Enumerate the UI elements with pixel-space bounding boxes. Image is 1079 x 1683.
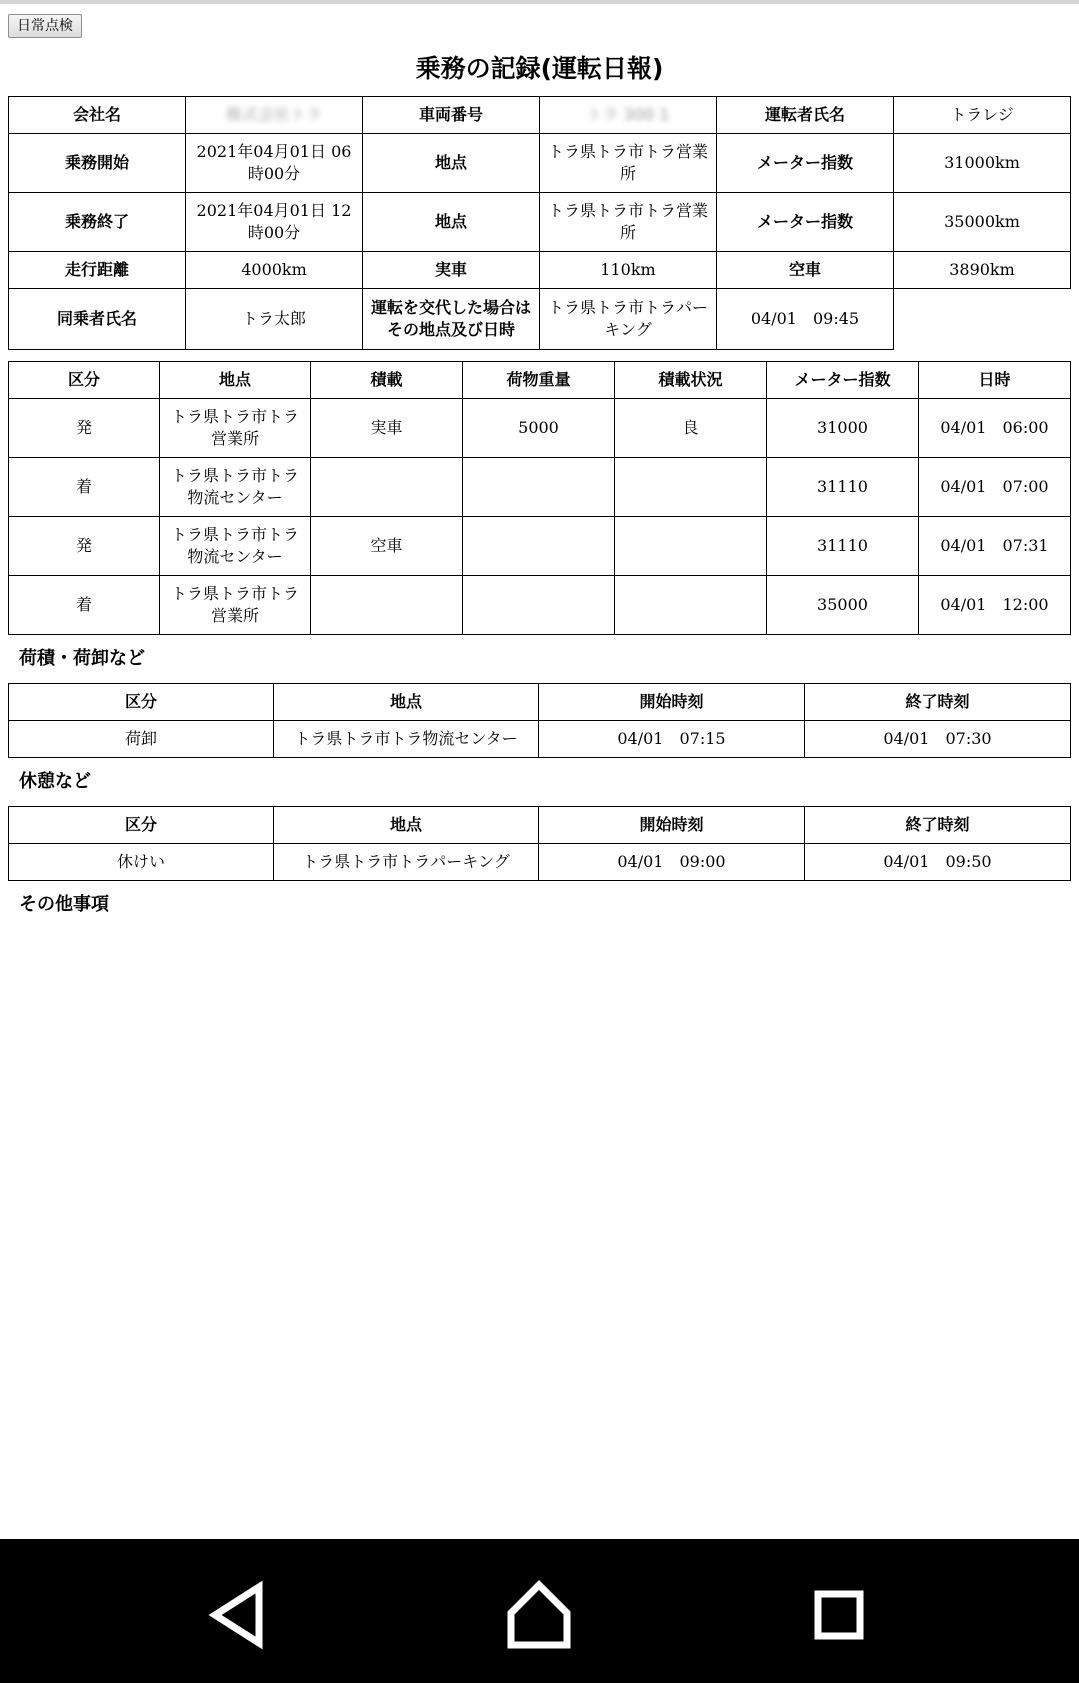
loading-header-row [9, 684, 1071, 721]
page-title: 乗務の記録(運転日報) [415, 54, 664, 83]
trips-header-meter: メーター指数 [767, 362, 919, 399]
trip-point: トラ県トラ市トラ物流センター [160, 458, 311, 517]
trip-load-status [615, 517, 767, 576]
end-meter: 35000km [894, 193, 1071, 252]
back-triangle-icon[interactable] [201, 1575, 281, 1655]
breaks-section-title: 休憩など [19, 771, 91, 792]
trip-datetime: 04/01 12:00 [919, 576, 1071, 635]
summary-row [9, 193, 1071, 252]
driver-value: トラレジ [894, 97, 1071, 134]
vehicle-no-label: 車両番号 [363, 97, 540, 134]
trip-load-status [615, 576, 767, 635]
company-value [186, 97, 363, 134]
summary-row [9, 289, 1071, 350]
handover-label: 運転を交代した場合はその地点及び日時 [363, 289, 540, 350]
trips-header-load: 積載 [311, 362, 463, 399]
empty-label: 空車 [717, 252, 894, 289]
trip-point: トラ県トラ市トラ物流センター [160, 517, 311, 576]
summary-row [9, 134, 1071, 193]
trip-load-status: 良 [615, 399, 767, 458]
trips-header-datetime: 日時 [919, 362, 1071, 399]
break-point: トラ県トラ市トラパーキング [274, 844, 539, 881]
android-nav-bar [0, 1539, 1079, 1683]
loading-category: 荷卸 [9, 721, 274, 758]
start-meter: 31000km [894, 134, 1071, 193]
trip-meter: 31110 [767, 517, 919, 576]
trip-meter: 35000 [767, 576, 919, 635]
trip-load-status [615, 458, 767, 517]
vehicle-no-value [540, 97, 717, 134]
trips-table [8, 361, 1071, 635]
other-section-title: その他事項 [19, 894, 109, 915]
home-icon[interactable] [499, 1575, 579, 1655]
loading-header-category: 区分 [9, 684, 274, 721]
distance-label: 走行距離 [9, 252, 186, 289]
trip-meter: 31110 [767, 458, 919, 517]
loading-header-start: 開始時刻 [539, 684, 805, 721]
company-value-text: 株式会社トラ [225, 105, 322, 124]
passenger-label: 同乗者氏名 [9, 289, 186, 350]
breaks-header-row [9, 807, 1071, 844]
trips-header-weight: 荷物重量 [463, 362, 615, 399]
daily-inspection-button[interactable]: 日常点検 [8, 14, 82, 38]
end-datetime: 2021年04月01日 12時00分 [186, 193, 363, 252]
summary-row [9, 97, 1071, 134]
trip-category: 発 [9, 517, 160, 576]
loaded-label: 実車 [363, 252, 540, 289]
trip-load: 実車 [311, 399, 463, 458]
trip-load [311, 458, 463, 517]
table-row [9, 399, 1071, 458]
distance-value: 4000km [186, 252, 363, 289]
trip-datetime: 04/01 06:00 [919, 399, 1071, 458]
trip-point: トラ県トラ市トラ営業所 [160, 576, 311, 635]
table-row [9, 844, 1071, 881]
trip-weight [463, 517, 615, 576]
passenger-value: トラ太郎 [186, 289, 363, 350]
trip-category: 着 [9, 458, 160, 517]
trip-category: 発 [9, 399, 160, 458]
breaks-header-end: 終了時刻 [805, 807, 1071, 844]
trips-header-row [9, 362, 1071, 399]
trip-meter: 31000 [767, 399, 919, 458]
loading-start: 04/01 07:15 [539, 721, 805, 758]
company-label: 会社名 [9, 97, 186, 134]
break-start: 04/01 09:00 [539, 844, 805, 881]
daily-report-page [8, 14, 1071, 929]
loaded-value: 110km [540, 252, 717, 289]
trip-weight [463, 576, 615, 635]
breaks-table [8, 806, 1071, 881]
end-label: 乗務終了 [9, 193, 186, 252]
start-label: 乗務開始 [9, 134, 186, 193]
end-point-label: 地点 [363, 193, 540, 252]
break-end: 04/01 09:50 [805, 844, 1071, 881]
trip-weight [463, 458, 615, 517]
trips-header-point: 地点 [160, 362, 311, 399]
trip-load [311, 576, 463, 635]
handover-time: 04/01 09:45 [717, 289, 894, 350]
empty-value: 3890km [894, 252, 1071, 289]
table-row [9, 517, 1071, 576]
table-row [9, 576, 1071, 635]
break-category: 休けい [9, 844, 274, 881]
handover-point: トラ県トラ市トラパーキング [540, 289, 717, 350]
trip-load: 空車 [311, 517, 463, 576]
trip-datetime: 04/01 07:31 [919, 517, 1071, 576]
trip-datetime: 04/01 07:00 [919, 458, 1071, 517]
breaks-header-start: 開始時刻 [539, 807, 805, 844]
trips-header-category: 区分 [9, 362, 160, 399]
top-edge-line [0, 0, 1079, 4]
start-point-label: 地点 [363, 134, 540, 193]
loading-header-end: 終了時刻 [805, 684, 1071, 721]
start-datetime: 2021年04月01日 06時00分 [186, 134, 363, 193]
recents-square-icon[interactable] [799, 1575, 879, 1655]
loading-point: トラ県トラ市トラ物流センター [274, 721, 539, 758]
trip-point: トラ県トラ市トラ営業所 [160, 399, 311, 458]
loading-section-title: 荷積・荷卸など [19, 648, 145, 669]
loading-header-point: 地点 [274, 684, 539, 721]
start-point: トラ県トラ市トラ営業所 [540, 134, 717, 193]
table-row [9, 721, 1071, 758]
breaks-header-point: 地点 [274, 807, 539, 844]
empty-cell [894, 289, 1071, 350]
loading-table [8, 683, 1071, 758]
trip-weight: 5000 [463, 399, 615, 458]
end-meter-label: メーター指数 [717, 193, 894, 252]
summary-row [9, 252, 1071, 289]
summary-table [8, 96, 1071, 350]
vehicle-no-value-text: トラ 300 1 [586, 105, 670, 124]
end-point: トラ県トラ市トラ営業所 [540, 193, 717, 252]
start-meter-label: メーター指数 [717, 134, 894, 193]
loading-end: 04/01 07:30 [805, 721, 1071, 758]
trips-header-load-status: 積載状況 [615, 362, 767, 399]
driver-label: 運転者氏名 [717, 97, 894, 134]
table-row [9, 458, 1071, 517]
trip-category: 着 [9, 576, 160, 635]
breaks-header-category: 区分 [9, 807, 274, 844]
